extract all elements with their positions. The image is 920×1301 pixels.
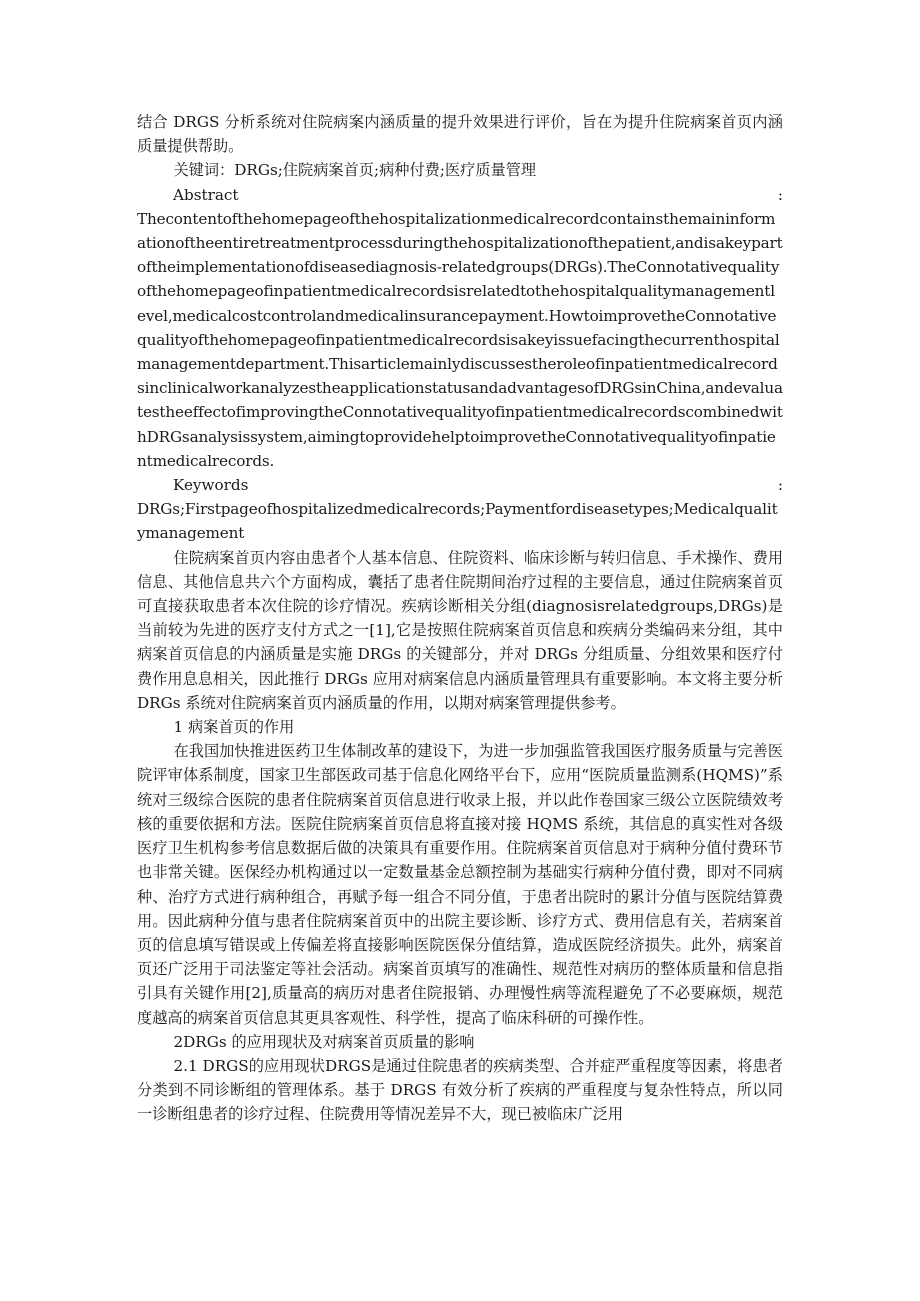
abstract-label-row [137,183,783,207]
keywords-cn: 关键词：DRGs;住院病案首页;病种付费;医疗质量管理 [173,161,537,180]
abstract-colon: : [777,185,783,204]
document-page [137,110,783,1127]
keywords-en: DRGs;Firstpageofhospitalizedmedicalrecords;Paymentfordiseasetypes;Medicalqualitymanagement [137,500,778,543]
section-heading-1: 1 病案首页的作用 [173,718,295,737]
keywords-colon: : [777,476,783,495]
keywords-label: Keywords [173,476,249,495]
body-paragraph-drgs-status: 2.1 DRGS的应用现状DRGS是通过住院患者的疾病类型、合并症严重程度等因素，将患者分类到不同诊断组的管理体系。基于 DRGS 有效分析了疾病的严重程度与复杂性特点，所以同一诊断组患者的诊疗过程、住院费用等情况差异不大，现已被临床广泛用 [137,1056,783,1124]
section-heading-2: 2DRGs 的应用现状及对病案首页质量的影响 [173,1032,475,1051]
keywords-label-row [137,473,783,497]
body-paragraph-intro: 住院病案首页内容由患者个人基本信息、住院资料、临床诊断与转归信息、手术操作、费用信息、其他信息共六个方面构成，囊括了患者住院期间治疗过程的主要信息，通过住院病案首页可直接获取患者本次住院的诊疗情况。疾病诊断相关分组(diagnosisrelatedgroups,DRGs)是当前较为先进的医疗支付方式之一[1],它是按照住院病案首页信息和疾病分类编码来分组，其中病案首页信息的内涵质量是实施 DRGs 的关键部分，并对 DRGs 分组质量、分组效果和医疗付费作用息息相关，因此推行 DRGs 应用对病案信息内涵质量管理具有重要影响。本文将主要分析 DRGs 系统对住院病案首页内涵质量的作用，以期对病案管理提供参考。 [137,548,783,712]
abstract-text-en: Thecontentofthehomepageofthehospitalizationmedicalrecordcontainsthemaininformationoftheentiretreatmentprocessduringthehospitalizationofthepatient,andisakeypartoftheimplementationofdiseasediagnosis-relatedgroups(DRGs).TheConnotativequalityofthehomepageofinpatientmedicalrecordsisrelatedtothehospitalqualitymanagementlevel,medicalcostcontrolandmedicalinsurancepayment.HowtoimprovetheConnotativequalityofthehomepageofinpatientmedicalrecordsisakeyissuefacingthecurrenthospitalmanagementdepartment.ThisarticlemainlydiscussestheroleofinpatientmedicalrecordsinclinicalworkanalyzestheapplicationstatusandadvantagesofDRGsinChina,andevaluatestheeffectofimprovingtheConnotativequalityofinpatientmedicalrecordscombinedwithDRGsanalysissystem,aimingtoprovidehelptoimprovetheConnotativequalityofinpatientmedicalrecords. [137,209,783,470]
abstract-cn-tail: 结合 DRGS 分析系统对住院病案内涵质量的提升效果进行评价，旨在为提升住院病案首页内涵质量提供帮助。 [137,113,783,156]
abstract-label: Abstract [173,185,239,204]
body-paragraph-role: 在我国加快推进医药卫生体制改革的建设下，为进一步加强监管我国医疗服务质量与完善医院评审体系制度，国家卫生部医政司基于信息化网络平台下，应用“医院质量监测系(HQMS)”系统对三级综合医院的患者住院病案首页信息进行收录上报，并以此作卷国家三级公立医院绩效考核的重要依据和方法。医院住院病案首页信息将直接对接 HQMS 系统，其信息的真实性对各级医疗卫生机构参考信息数据后做的决策具有重要作用。住院病案首页信息对于病种分值付费环节也非常关键。医保经办机构通过以一定数量基金总额控制为基础实行病种分值付费，即对不同病种、治疗方式进行病种组合，再赋予每一组合不同分值，于患者出院时的累计分值与医院结算费用。因此病种分值与患者住院病案首页中的出院主要诊断、诊疗方式、费用信息有关，若病案首页的信息填写错误或上传偏差将直接影响医院医保分值结算，造成医院经济损失。此外，病案首页还广泛用于司法鉴定等社会活动。病案首页填写的准确性、规范性对病历的整体质量和信息指引具有关键作用[2],质量高的病历对患者住院报销、办理慢性病等流程避免了不必要麻烦，规范度越高的病案首页信息其更具客观性、科学性，提高了临床科研的可操作性。 [137,742,783,1027]
